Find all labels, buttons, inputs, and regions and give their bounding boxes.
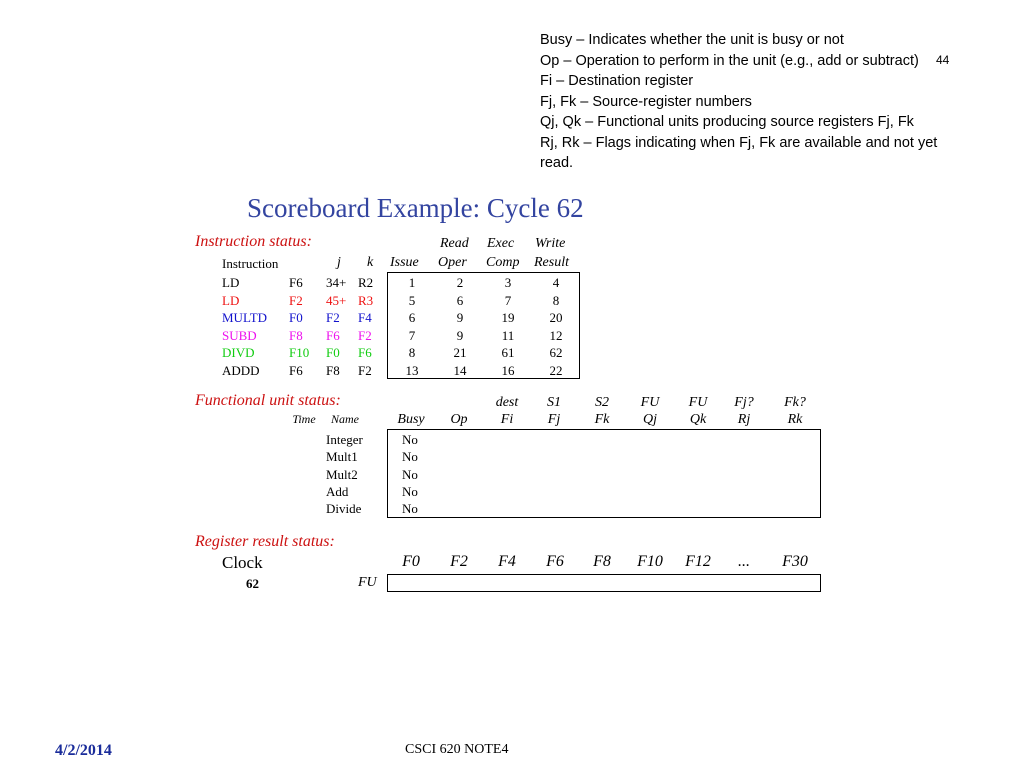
instr-k: F6	[358, 345, 372, 360]
instr-k: R2	[358, 275, 374, 290]
instr-dest: F6	[289, 275, 303, 290]
col-result: Result	[534, 255, 569, 270]
register-name: F12	[685, 553, 711, 570]
col-k: k	[367, 255, 374, 270]
fu-unit-name: Integer	[326, 432, 363, 447]
fu-header-cell: Qj	[643, 412, 657, 427]
instr-k: F4	[358, 310, 372, 325]
fu-header-cell: Fk	[594, 412, 610, 427]
fu-unit-name: Mult1	[326, 449, 358, 465]
register-name: ...	[738, 553, 750, 570]
fu-unit-name: Mult2	[326, 466, 358, 482]
instr-op: DIVD	[222, 345, 255, 360]
instr-exec: 7	[504, 292, 512, 308]
fu-header-cell: Qk	[689, 412, 707, 427]
instr-issue: 5	[408, 292, 416, 308]
fu-header-cell: Rk	[787, 412, 803, 427]
instr-issue: 13	[405, 362, 419, 378]
note-line: Busy – Indicates whether the unit is busy or not	[540, 32, 844, 48]
register-name: F2	[450, 553, 468, 570]
instr-op: MULTD	[222, 310, 268, 325]
instr-op: ADDD	[222, 362, 260, 378]
instr-j: F2	[326, 310, 340, 325]
fu-header-cell: Rj	[737, 412, 751, 427]
instr-dest: F2	[289, 292, 303, 308]
footer-date: 4/2/2014	[55, 742, 112, 759]
instr-write: 12	[549, 327, 563, 343]
instr-read: 9	[456, 310, 464, 325]
instr-k: F2	[358, 327, 372, 343]
instr-k: F2	[358, 362, 372, 378]
instr-dest: F6	[289, 362, 303, 378]
slide-title: Scoreboard Example: Cycle 62	[247, 193, 584, 223]
instr-dest: F0	[289, 310, 303, 325]
fu-header-cell: Time	[292, 412, 316, 426]
instr-write: 22	[549, 362, 563, 378]
note-line: read.	[540, 155, 574, 171]
fu-header-cell: Op	[450, 412, 468, 427]
functional-unit-status-label: Functional unit status:	[195, 392, 341, 409]
instr-exec: 61	[501, 345, 515, 360]
col-issue: Issue	[390, 255, 419, 270]
note-line: Fi – Destination register	[540, 73, 694, 89]
fu-unit-busy: No	[402, 432, 418, 447]
register-name: F6	[546, 553, 564, 570]
instr-op: SUBD	[222, 327, 257, 343]
instr-dest: F8	[289, 327, 303, 343]
clock-label: Clock	[222, 553, 263, 572]
fu-top-header: Fj?	[734, 395, 754, 410]
instr-j: F0	[326, 345, 340, 360]
instr-exec: 11	[501, 327, 515, 343]
col-j: j	[337, 255, 341, 270]
note-line: Qj, Qk – Functional units producing source registers Fj, Fk	[540, 114, 914, 130]
register-name: F0	[402, 553, 420, 570]
instr-write: 62	[549, 345, 563, 360]
col-top-exec: Exec	[487, 236, 515, 251]
fu-unit-busy: No	[402, 466, 418, 482]
fu-header-cell: Fi	[500, 412, 514, 427]
fu-header-cell: Name	[331, 412, 359, 426]
instr-k: R3	[358, 292, 374, 308]
fu-row-label: FU	[358, 575, 377, 590]
instr-read: 21	[453, 345, 467, 360]
fu-unit-name: Divide	[326, 501, 362, 517]
instr-write: 8	[552, 292, 560, 308]
fu-header-cell: Fj	[547, 412, 561, 427]
instr-issue: 7	[408, 327, 416, 343]
fu-top-header: dest	[495, 395, 519, 410]
instr-read: 6	[456, 292, 464, 308]
instr-j: 34+	[326, 275, 347, 290]
instr-write: 20	[549, 310, 563, 325]
instr-op: LD	[222, 275, 240, 290]
slide-number: 44	[936, 53, 950, 67]
instr-issue: 1	[408, 275, 416, 290]
fu-unit-busy: No	[402, 449, 418, 465]
fu-top-header: Fk?	[784, 395, 806, 410]
fu-top-header: FU	[640, 395, 660, 410]
fu-top-header: S1	[547, 395, 561, 410]
note-line: Op – Operation to perform in the unit (e.g., add or subtract)	[540, 52, 919, 69]
fu-unit-busy: No	[402, 501, 418, 517]
instr-j: F8	[326, 362, 340, 378]
fu-top-header: FU	[688, 395, 708, 410]
instr-j: 45+	[326, 292, 347, 308]
clock-value: 62	[246, 576, 259, 591]
fu-unit-name: Add	[326, 483, 349, 499]
instr-write: 4	[552, 275, 560, 290]
footer-course: CSCI 620 NOTE4	[405, 742, 509, 757]
register-name: F10	[637, 553, 663, 570]
instr-exec: 16	[501, 362, 515, 378]
register-result-box	[387, 574, 821, 592]
fu-header-cell: Busy	[397, 412, 425, 427]
notes-block	[540, 30, 1010, 174]
register-result-status-label: Register result status:	[195, 533, 335, 550]
instr-read: 2	[456, 275, 464, 290]
instr-dest: F10	[289, 345, 310, 360]
fu-unit-busy: No	[402, 483, 418, 499]
fu-top-header: S2	[595, 395, 609, 410]
instr-op: LD	[222, 292, 240, 308]
col-instruction: Instruction	[222, 256, 279, 271]
col-comp: Comp	[486, 255, 520, 270]
col-top-read: Read	[440, 236, 469, 251]
instr-exec: 3	[504, 275, 512, 290]
functional-unit-box	[387, 429, 821, 518]
register-name: F8	[593, 553, 611, 570]
instruction-status-label: Instruction status:	[195, 233, 312, 250]
instr-issue: 6	[408, 310, 416, 325]
col-oper: Oper	[438, 255, 467, 270]
instr-j: F6	[326, 327, 340, 343]
instr-read: 9	[456, 327, 464, 343]
col-top-write: Write	[535, 236, 566, 251]
instr-exec: 19	[501, 310, 515, 325]
register-name: F30	[782, 553, 808, 570]
instr-issue: 8	[408, 345, 416, 360]
note-line: Rj, Rk – Flags indicating when Fj, Fk are available and not yet	[540, 134, 938, 151]
note-line: Fj, Fk – Source-register numbers	[540, 93, 752, 110]
instr-read: 14	[453, 362, 467, 378]
register-name: F4	[498, 553, 516, 570]
